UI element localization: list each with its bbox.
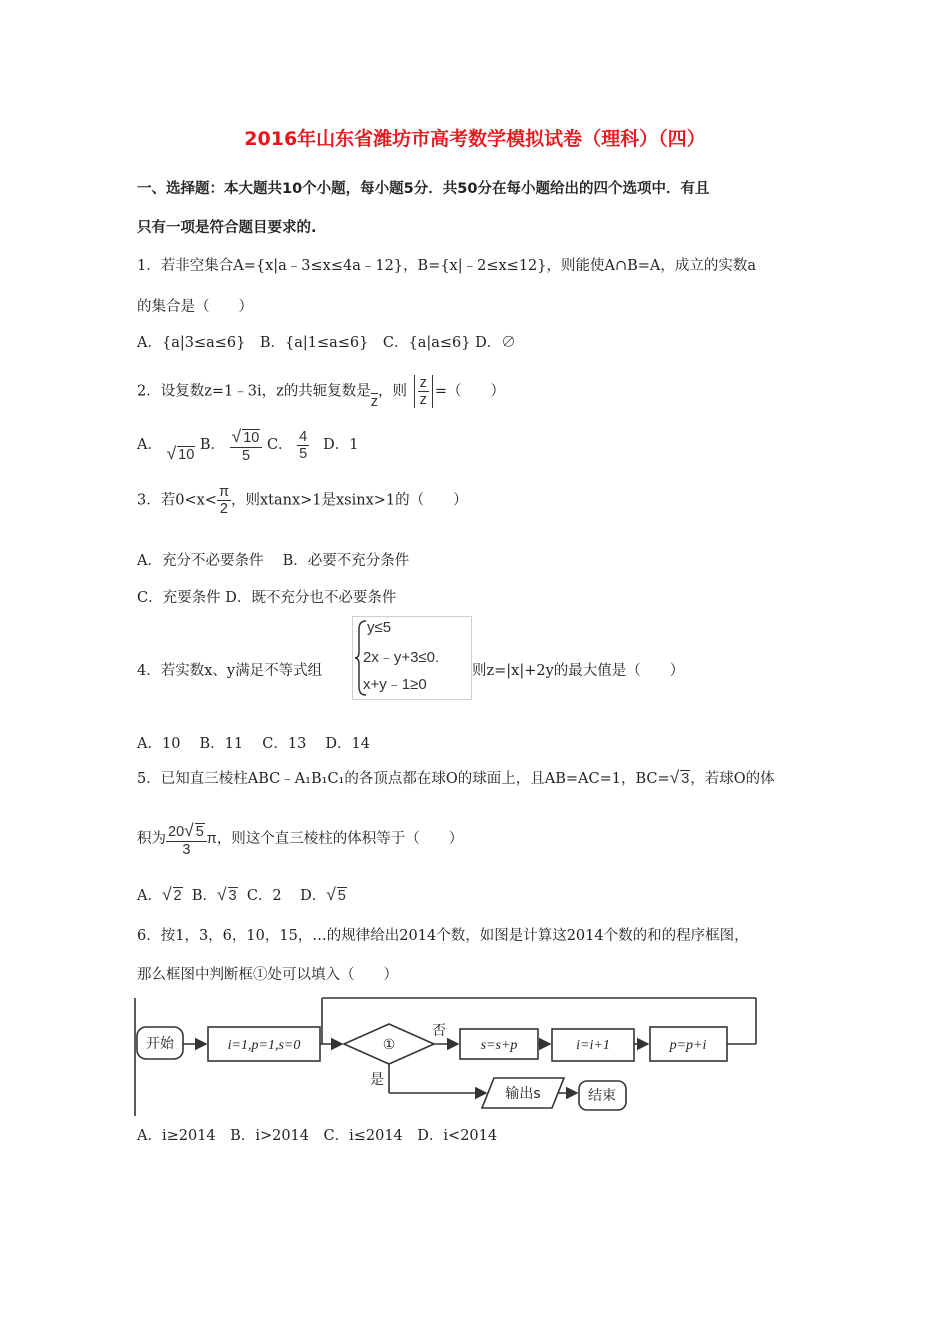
q2-stem-b: ，则 [378,383,407,400]
q2-option-b-fraction: $\frac{√ 10}{5}$ [230,426,263,464]
q5-stem-line2: 积为 $\frac{20√ 5}{3}$ π，则这个直三棱柱的体积等于（ ） [137,820,464,858]
q4-stem-a: 4．若实数x、y满足不等式组 [137,663,323,679]
q6-options: A．i≥2014 B．i>2014 C．i≤2014 D．i<2014 [137,1128,498,1144]
section-heading-line2: 只有一项是符合题目要求的. [137,220,317,236]
q2-stem-a: 2．设复数z=1﹣3i，z的共轭复数是 [137,383,371,400]
q2-stem [137,375,505,408]
q1-stem-line1: 1．若非空集合A={x|a﹣3≤x≤4a﹣12}，B={x|﹣2≤x≤12}，则能使A∩B=A，成立的实数a [137,258,757,274]
q5-option-b-sqrt: √ 3 [216,884,237,904]
q5-stem-line1: 5．已知直三棱柱ABC﹣A₁B₁C₁的各顶点都在球O的球面上，且AB=AC=1，BC=√ 3，若球O的体 [137,767,775,787]
flowchart [130,994,762,1120]
q1-options: A．{a|3≤a≤6} B．{a|1≤a≤6} C．{a|a≤6} D．∅ [137,335,516,351]
flow-end-label: 结束 [588,1088,616,1104]
section-heading-line1: 一、选择题：本大题共10个小题，每小题5分．共50分在每小题给出的四个选项中．有且 [137,181,710,197]
q4-inequality-system: y≤5 2x﹣y+3≤0. x+y﹣1≥0 [352,616,472,700]
flow-decision-label: ① [382,1037,396,1053]
flow-output-label: 输出s [505,1086,541,1102]
flow-step1-label: s=s+p [480,1038,518,1053]
q3-stem: 3．若0<x< $\frac{\pi}{2}$ ，则xtanx>1是xsinx>1的（ ） [137,484,468,517]
flow-yes-label: 是 [370,1072,384,1088]
flow-step2-label: i=i+1 [576,1038,610,1053]
q2-zbar: $\overline{z}$ [370,393,378,410]
q1-stem-line2: 的集合是（ ） [137,299,253,315]
flow-step3-label: p=p+i [669,1038,707,1053]
page-title: 2016年山东省潍坊市高考数学模拟试卷（理科）（四） [244,128,706,150]
flow-start-label: 开始 [146,1036,174,1052]
q5-option-d-sqrt: √ 5 [326,884,346,904]
q2-abs-fraction: $\frac{z}{z}$ [414,375,433,408]
q5-options: A．√ 2 B．√ 3 C．2 D．√ 5 [137,884,346,904]
q2-options: A． √ 10 B． $\frac{√ 10}{5}$ C． $\frac{4}{5}$ D．1 [137,426,359,464]
flow-no-label: 否 [432,1023,446,1039]
q5-bc-sqrt: √ 3 [669,767,690,787]
flow-init-label: i=1,p=1,s=0 [227,1038,301,1053]
q5-volume-fraction: $\frac{20√ 5}{3}$ [166,820,207,858]
q2-stem-c: =（ ） [434,383,506,400]
q6-stem-line1: 6．按1，3，6，10，15，…的规律给出2014个数，如图是计算这2014个数的和的程序框图， [137,928,749,944]
q3-fraction: $\frac{\pi}{2}$ [218,484,229,517]
q3-options-line1: A．充分不必要条件 B．必要不充分条件 [137,553,410,569]
q2-option-a-sqrt: √ 10 [166,443,195,463]
q4-stem-b: 则z=|x|+2y的最大值是（ ） [472,663,685,679]
q6-stem-line2: 那么框图中判断框①处可以填入（ ） [137,967,398,983]
q3-options-line2: C．充要条件 D．既不充分也不必要条件 [137,590,397,606]
q5-option-a-sqrt: √ 2 [161,884,182,904]
q2-option-c-fraction: $\frac{4}{5}$ [299,428,308,462]
q4-options: A．10 B．11 C．13 D．14 [137,736,370,752]
